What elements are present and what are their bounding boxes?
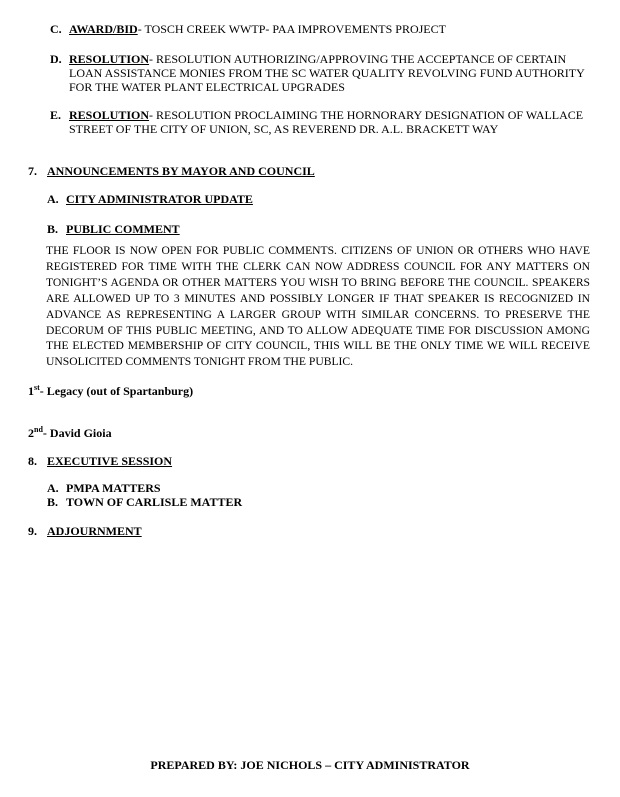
speaker-ordinal: st — [34, 383, 40, 392]
item-text: - RESOLUTION AUTHORIZING/APPROVING THE ACCEPTANCE OF CERTAIN — [149, 52, 567, 66]
item-label: B. — [47, 222, 59, 236]
item-label: B. — [47, 495, 59, 509]
section-number: 7. — [28, 164, 37, 178]
item-text: TOWN OF CARLISLE MATTER — [66, 495, 243, 509]
speaker-name: - Legacy (out of Spartanburg) — [39, 384, 194, 398]
item-label: C. — [50, 22, 62, 36]
item-label: E. — [50, 108, 62, 122]
item-label: D. — [50, 52, 62, 66]
item-text: FOR THE WATER PLANT ELECTRICAL UPGRADES — [69, 80, 345, 94]
item-label: A. — [47, 481, 59, 495]
speaker-number: 1 — [28, 384, 34, 398]
item-label: A. — [47, 192, 59, 206]
section-number: 8. — [28, 454, 37, 468]
section-title: ADJOURNMENT — [47, 524, 142, 538]
item-title: RESOLUTION — [69, 52, 150, 66]
item-title: CITY ADMINISTRATOR UPDATE — [66, 192, 253, 206]
speaker-name: - David Gioia — [42, 426, 112, 440]
item-text: - TOSCH CREEK WWTP- PAA IMPROVEMENTS PROJECT — [137, 22, 446, 36]
item-title: AWARD/BID — [69, 22, 138, 36]
item-text: - RESOLUTION PROCLAIMING THE HORNORARY DESIGNATION OF WALLACE — [149, 108, 584, 122]
item-text: PMPA MATTERS — [66, 481, 161, 495]
public-comment-paragraph: THE FLOOR IS NOW OPEN FOR PUBLIC COMMENTS. CITIZENS OF UNION OR OTHERS WHO HAVE REGISTERED FOR TIME WITH THE CLERK CAN NOW ADDRESS COUNCIL FOR ANY MATTERS ON TONIGHT’S AGENDA OR OTHER MATTERS YOU WISH TO BRING BEFORE THE COUNCIL. SPEAKERS ARE ALLOWED UP TO 3 MINUTES AND POSSIBLY LONGER IF THAT SPEAKER IS RECOGNIZED IN ADVANCE AS REPRESENTING A LARGER GROUP WITH SIMILAR CONCERNS. TO PRESERVE THE DECORUM OF THIS PUBLIC MEETING, AND TO ALLOW ADEQUATE TIME FOR DISCUSSION AMONG THE ELECTED MEMBERSHIP OF CITY COUNCIL, THIS WILL BE THE ONLY TIME WE WILL RECEIVE UNSOLICITED COMMENTS TONIGHT FROM THE PUBLIC. — [46, 244, 590, 369]
section-title: EXECUTIVE SESSION — [47, 454, 173, 468]
speaker-2 — [28, 426, 112, 441]
speaker-number: 2 — [28, 426, 34, 440]
item-title: RESOLUTION — [69, 108, 150, 122]
prepared-by-footer: PREPARED BY: JOE NICHOLS – CITY ADMINISTRATOR — [150, 758, 470, 772]
speaker-1 — [28, 384, 193, 399]
section-number: 9. — [28, 524, 37, 538]
speaker-ordinal: nd — [34, 425, 43, 434]
section-title: ANNOUNCEMENTS BY MAYOR AND COUNCIL — [47, 164, 315, 178]
item-title: PUBLIC COMMENT — [66, 222, 180, 236]
item-text: STREET OF THE CITY OF UNION, SC, AS REVEREND DR. A.L. BRACKETT WAY — [69, 122, 499, 136]
item-text: LOAN ASSISTANCE MONIES FROM THE SC WATER QUALITY REVOLVING FUND AUTHORITY — [69, 66, 585, 80]
